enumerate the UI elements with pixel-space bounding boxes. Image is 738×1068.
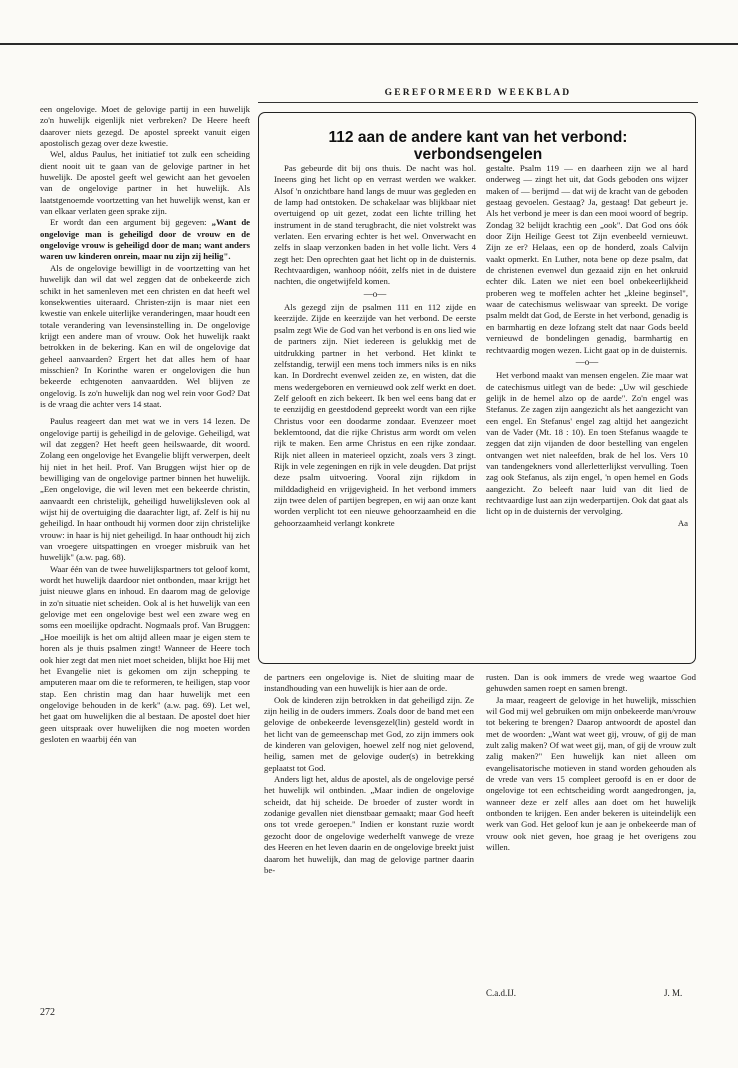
article-title-line-2: verbondsengelen [413,146,543,163]
page-number: 272 [40,1007,55,1018]
middle-paragraph-3: Anders ligt het, aldus de apostel, als de ongelovige persé het huwelijk wil ontbinden. „Maar indien de ongelovige scheidt, dat hij scheide. De broeder of zuster wordt in zodanige gevallen niet dienstbaar gemaakt; maar God heeft ons tot vrede geroepen." Indien er konstant ruzie wordt gezocht door de ongelovige wederhelft vanwege de vreze des Heeren en het leven daarin en de ongelovige breekt juist daarom het huwelijk, dan mag de gelovige partner daarin be- [264,774,474,875]
article-paragraph-3: gestalte. Psalm 119 — en daarheen zijn we al hard onderweg — zingt het uit, dat Gods geboden ons wijzer maken of — berijmd — dat wij de kracht van de geboden gestaag gevoelen. Gestaag? Ja, gestaag! Dat gebeurt je. Als het verbond je meer is dan een mooi woord of begrip. Zondag 32 belijdt krachtig een „ook". Dat God ons óók door Zijn Heilige Geest tot Zijn evenbeeld vernieuwt. Zijn ze er? Helaas, een op de honderd, zoals Calvijn vaakt opmerkt. En Luther, nota bene op deze psalm, dat de christenen evenwel dun gezaaid zijn en het onkruid echter dik. Laten we niet een boel onbekeerlijkheid proberen weg te moffelen achter het „kleine beginsel", waar de catechismus weliswaar van spreekt. De vorige psalm meldt dat God, de Eerste in het verbond, genadig is en barmhartig en deze lofzang stelt dat naar Gods beeld vernieuwd de bondelingen genadig, barmhartig en rechtvaardig mogen wezen. Licht gaat op in de duisternis. [486,163,688,355]
left-paragraph-3 [40,217,250,262]
middle-paragraph-1: de partners een ongelovige is. Niet de sluiting maar de instandhouding van een huwelijk is hier aan de orde. [264,672,474,694]
left-paragraph-3-quote: „Want de ongelovige man is geheiligd door de vrouw en de ongelovige vrouw is geheiligd door de man; want anders waren uw kinderen onrein, maar nu zijn zij heilig". [40,217,251,262]
article-separator-1: —o— [363,288,387,299]
left-paragraph-6: Waar één van de twee huwelijkspartners tot geloof komt, wordt het huwelijk daardoor niet ontbonden, maar krijgt het juist nieuwe glans en inhoud. En daarom mag de gelovige in zo'n situatie niet scheiden. Ook al is het huwelijk van een gelovige met een ongelovige best wel een zware weg en soms een moeilijke opdracht. Nogmaals prof. Van Bruggen: „Hoe moeilijk is het om altijd alleen maar je eigen stem te horen als je thuis psalmen zingt! Wanneer de Heere toch ook hier zegt dat men niet moet scheiden, blijkt hoe Hij met het Evangelie niet is gekomen om zijn schepping te amputeren maar om die te reformeren, te heiligen, stap voor stap. Een christin mag dan haar huwelijk met een ongelovige behouden in de kerk" (a.w. pag. 69). Let wel, het gaat om huwelijken die al bestaan. De apostel doet hier geen uitspraak over huwelijken die nog moeten worden gesloten en waarbij één van [40,563,250,744]
signoff-initials-left: C.a.d.IJ. [486,988,516,998]
article-title [259,129,697,163]
left-paragraph-1: een ongelovige. Moet de gelovige partij in een huwelijk zo'n huwelijk eigenlijk niet verbreken? De Heere heeft daarover niets gezegd. De apostel spreekt vanuit eigen apostolisch gezag over deze kwestie. [40,104,250,149]
article-separator-2: —o— [575,356,599,367]
header-rule [258,102,698,103]
left-paragraph-2: Wel, aldus Paulus, het initiatief tot zulk een scheiding dient nooit uit te gaan van de gelovige partner in het huwelijk. De apostel geeft wel gewicht aan het gevoelen van de ongelovige partner in het huwelijk. Als laatstgenoemde voortzetting van het huwelijk wenst, kan er van elkaar verlaten geen sprake zijn. [40,149,250,217]
middle-paragraph-2: Ook de kinderen zijn betrokken in dat geheiligd zijn. Ze zijn heilig in de ouders immers. Zoals door de band met een gelovige de onbekeerde levensgezel(lin) gesteld wordt in het licht van de gemeenschap met God, zo zijn immers ook de kinderen van gelovigen, hoewel zelf nog niet gelovend, heilig, samen met de gelovige ouder(s) in betrekking geplaatst tot God. [264,694,474,773]
left-column [40,104,250,745]
left-paragraph-3-intro: Er wordt dan een argument bij gegeven: [50,217,212,228]
middle-column [264,672,474,876]
left-paragraph-4: Als de ongelovige bewilligt in de voortzetting van het huwelijk dan wil dat wel zeggen dat de onbekeerde zich schikt in het samenleven met een christen en dat heeft wel konsekwenties uiteraard. Christen-zijn is maar niet een kwestie van enkele uiterlijke veranderingen, maar houdt een totale verandering van levensinstelling in. De ongelovige krijgt een andere man of vrouw. Ook het huwelijk raakt betrokken in de bekering. Kan en wil de ongelovige dat geheel aanvaarden? Ergert het dat alles hem of haar misschien? In Korinthe waren er ongelovigen die hun bekeerde echtgenoten aanvaardden. Wel blijven ze ongelovig. Is zo'n huwelijk dan nog wel rein voor God? Dat is de vraag die achter vers 14 staat. [40,262,250,409]
article-column-1 [274,163,476,529]
right-column [486,672,696,854]
right-paragraph-2: Ja maar, reageert de gelovige in het huwelijk, misschien wil God mij wel gebruiken om mijn onbekeerde man/vrouw tot bekering te brengen? Daarop antwoordt de apostel dan met de woorden: „Want wat weet gij, vrouw, of gij de man zult zalig maken? Of wat weet gij, man, of gij de vrouw zult zalig maken?" Een huwelijk kan niet alleen om evangelisatorische motieven in stand worden gehouden als de vrede van vers 15 compleet geroofd is en er door de ongelovige tot een echtscheiding wordt aangedrongen, ja, wanneer deze er zelf alles aan doet om het huwelijk ontbonden te krijgen. Een ander bekeren is uiteindelijk een werk van God. Het geloof kun je aan je onbekeerde man of vrouw ook niet geven, hoe graag je het overigens zou willen. [486,694,696,853]
article-paragraph-4: Het verbond maakt van mensen engelen. Zie maar wat de catechismus uitlegt van de bede: „Uw wil geschiede gelijk in de hemel alzo op de aarde". Zo'n engel was Stefanus. Ze zagen zijn aangezicht als het aangezicht van een engel. En Stefanus' engel zag altijd het aangezicht van de Vader (Mt. 18 : 10). En toen Stefanus waagde te zeggen dat zijn vijanden de door bestelling van engelen ontvangen wet niet naleefden, brak de hel los. Vers 10 van tandengekners vond allerletterlijkst vervulling. Toen zag ook Stefanus, als zijn engel, 'n open hemel en Gods aangezicht. Zo beleeft naar luid van dit lied de rechtvaardige lust aan zijn wederpartijen. Ook dat gaat als licht op in de duisternis der vervolging. [486,370,688,517]
running-title: GEREFORMEERD WEEKBLAD [384,88,572,98]
signoff-initials-right: J. M. [664,988,683,998]
article-title-line-1: 112 aan de andere kant van het verbond: [328,129,628,146]
article-signature: Aa [677,517,688,528]
right-paragraph-1: rusten. Dan is ook immers de vrede weg waartoe God gehuwden samen roept en samen brengt. [486,672,696,694]
article-paragraph-1: Pas gebeurde dit bij ons thuis. De nacht was hol. Ineens ging het licht op en verrast werden we wakker. Alsof 'n onzichtbare hand langs de muur was gegleden en de lamp had ontstoken. De schakelaar was blijkbaar niet overtuigend op uit gezet, zodat een lichte trilling het instrument in de stand terugbracht, die niet volstrekt was verlaten. Een ervaring echter is het wel. Onverwacht en zelfs in slaap verzonken baden in het volle licht. Vers 4 zegt het: Den oprechten gaat het licht op in de duisternis. Rechtvaardigen, wanhoop nóóit, zelfs niet in de duistere nachten, die ongetwijfeld komen. [274,163,476,287]
scan-edge-line [0,43,738,45]
article-paragraph-2: Als gezegd zijn de psalmen 111 en 112 zijde en keerzijde. Zijde en keerzijde van het verbond. De eerste psalm zegt Wie de God van het verbond is en ons lied wie de partners zijn. Niet iedereen is gelukkig met de uitdrukking partner in het verbond. Het klinkt te zelfstandig, terwijl een mens toch immers niks is en niks kan. In Dordrecht evenwel zeiden ze, en wisten, dat die mens wedergeboren en vernieuwd ook zelf werkt en doet. Zelf gelooft en zich bekeert. Ik ben wel eens bang dat er te eenzijdig en geestdodend gepreekt wordt van een rijke Christus voor een doodarme zondaar. Evenzeer moet beklemtoond, dat die rijke Christus arm wordt om velen rijk te maken. Een arme Christus en een rijke zondaar. Rijk niet alleen in materieel opzicht, zoals vers 3 zingt. Rijk in vele zegeningen en rijk in vele deugden. Dat prijst deze psalm uitvoering. Vooral zijn rijkdom in milddadigheid en vrijgevigheid. In het verbond immers zijn twee delen of partijen begrepen, en wij aan onze kant worden verplicht tot een nieuwe gehoorzaamheid en die gehoorzaamheid verlangt konkrete [274,302,476,528]
left-paragraph-5: Paulus reageert dan met wat we in vers 14 lezen. De ongelovige partij is geheiligd in de gelovige. Geheiligd, wat wil dat zeggen? Het heeft geen heilswaarde, dit woord. Zolang een ongelovige het Evangelie blijft verwerpen, deelt hij niet in het heil. Prof. Van Bruggen wijst hier op de bewilliging van de ongelovige partner binnen het huwelijk. „Een ongelovige, die wil leven met een bekeerde christin, aanvaardt een christelijk, geheiligd huwelijksleven ook al wijst hij de overtuiging die daarachter ligt, af. Zelf is hij nu geheiligd. In haar onthoudt hij vormen door zijn christelijke vrouw: in haar is hij niet geheiligd. In haar onthoudt hij zich van vroegere uitspattingen en vroeger misbruik van het huwelijk" (a.w. pag. 68). [40,416,250,563]
article-column-2 [486,163,688,529]
